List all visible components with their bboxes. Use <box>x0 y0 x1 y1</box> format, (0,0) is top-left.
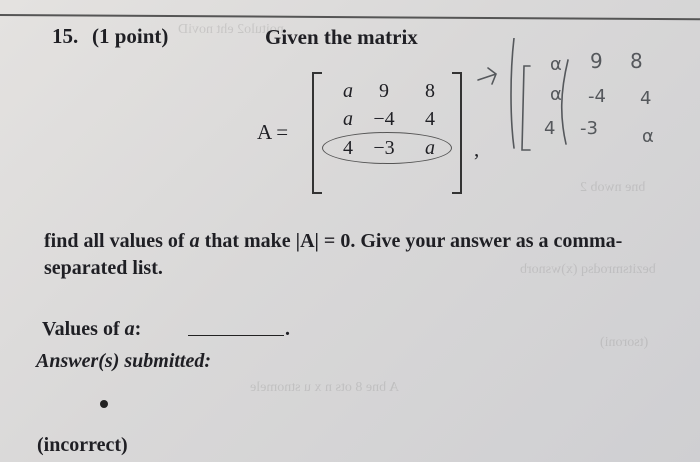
bleed-through-text: noitulo2 eht noviD <box>178 22 284 37</box>
handwritten-cell: 9 <box>590 49 603 73</box>
matrix-lhs: A = <box>257 120 289 144</box>
answers-submitted-label: Answer(s) submitted: <box>36 350 212 372</box>
handwritten-matrix-notes <box>470 38 690 163</box>
handwritten-cell: 8 <box>630 49 643 73</box>
problem-text-2: that make |A| = 0. Give your answer as a comma-separated list. <box>44 230 623 279</box>
question-points: (1 point) <box>92 24 169 48</box>
problem-text-1: find all values of <box>44 230 190 252</box>
handwritten-cell: 4 <box>544 118 556 139</box>
matrix-cell: 4 <box>343 137 353 159</box>
handwritten-cell: -4 <box>588 86 606 107</box>
answer-label <box>42 318 141 341</box>
problem-statement <box>44 228 694 282</box>
handwritten-line <box>511 38 514 148</box>
matrix-cell: a <box>343 80 353 102</box>
answer-status: (incorrect) <box>37 434 128 456</box>
matrix-cell: a <box>343 108 353 130</box>
matrix-left-bracket <box>312 72 322 194</box>
handwritten-arrow <box>478 68 496 84</box>
handwritten-cell: -3 <box>580 118 598 139</box>
answer-label-prefix: Values of <box>42 318 125 340</box>
submitted-answer-bullet <box>100 400 108 408</box>
problem-variable: a <box>189 230 200 252</box>
top-rule <box>0 14 700 20</box>
bleed-through-text: bezitsmrodsq (x)wsnorb <box>520 262 656 277</box>
matrix-cell: −4 <box>373 108 395 130</box>
pen-circle-annotation <box>322 132 452 164</box>
matrix-cell: a <box>425 137 435 159</box>
handwritten-cell: α <box>550 54 562 75</box>
matrix-trailing-comma: , <box>474 137 480 161</box>
handwritten-inner-bracket <box>562 60 568 144</box>
matrix <box>312 72 462 190</box>
bleed-through-text: (tsoroni) <box>600 335 649 350</box>
question-number: 15. <box>52 24 79 48</box>
handwritten-cell: α <box>550 84 562 105</box>
answer-label-suffix: : <box>134 318 142 340</box>
bleed-through-text: bne nwob 2 <box>580 180 646 195</box>
matrix-cell: 8 <box>425 80 435 102</box>
matrix-right-bracket <box>452 72 462 194</box>
matrix-cell: −3 <box>373 137 395 159</box>
handwritten-cell: 4 <box>640 88 652 109</box>
answer-blank[interactable] <box>188 335 284 336</box>
question-intro: Given the matrix <box>265 25 418 49</box>
handwritten-cell: α <box>642 126 654 147</box>
matrix-cell: 9 <box>379 80 389 102</box>
matrix-cell: 4 <box>425 108 435 130</box>
bleed-through-text: A bne 8 ots n x u stnomele <box>250 380 399 395</box>
handwritten-left-bracket <box>522 66 530 150</box>
answer-label-variable: a <box>124 318 135 340</box>
answer-period: . <box>285 318 290 340</box>
